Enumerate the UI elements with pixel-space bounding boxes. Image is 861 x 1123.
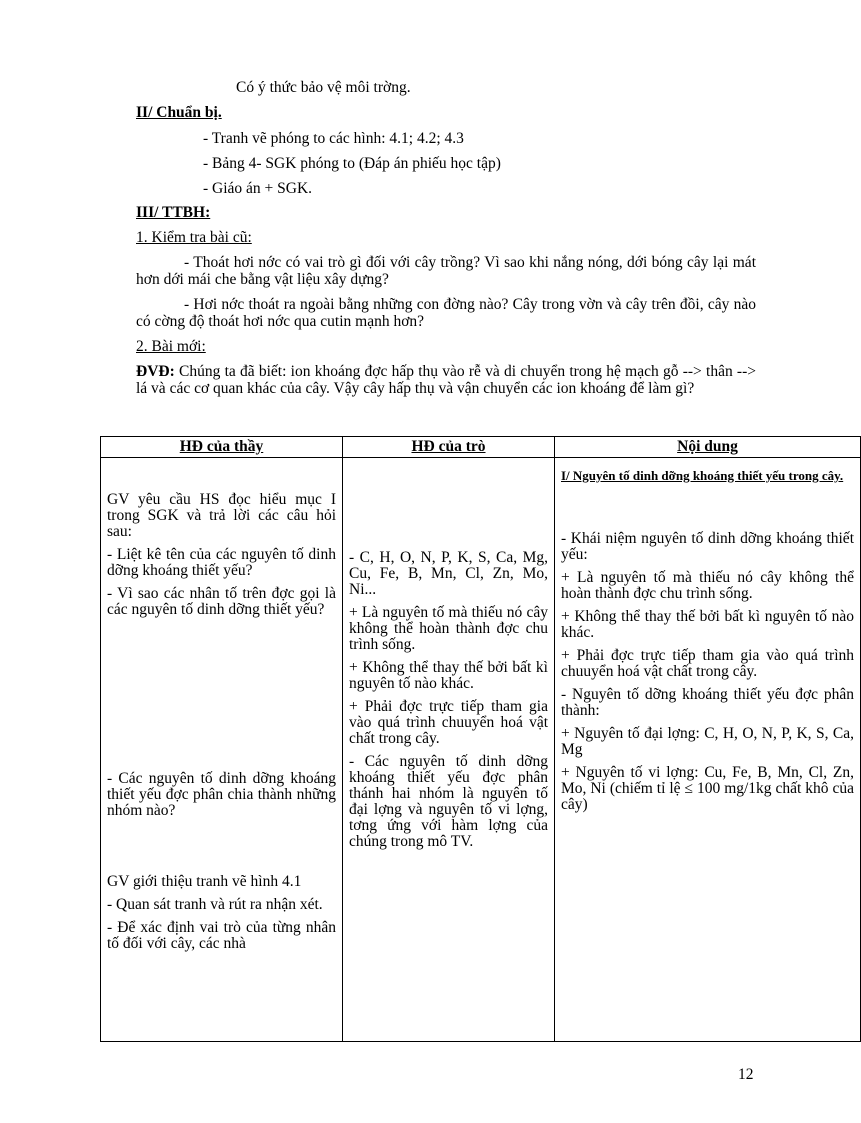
attitude-line: Có ý thức bảo vệ môi trờng.	[236, 79, 411, 96]
header-content: Nội dung	[555, 437, 861, 458]
dvd-text: Chúng ta đã biết: ion khoáng đợc hấp thụ vào rễ và di chuyển trong hệ mạch gỗ --> thân --> lá và các cơ quan khác của cây. Vậy cây hấp thụ và vận chuyển các ion khoáng để làm gì?	[136, 363, 756, 397]
check-heading: 1. Kiểm tra bài cũ:	[136, 229, 252, 246]
page-number: 12	[738, 1066, 754, 1083]
content-item: + Là nguyên tố mà thiếu nó cây không thể hoàn thành đợc chu trình sống.	[561, 569, 854, 602]
teacher-item: - Vì sao các nhân tố trên đợc gọi là các nguyên tố dinh dỡng thiết yếu?	[107, 585, 336, 618]
content-item: - Nguyên tố dỡng khoáng thiết yếu đợc phân thành:	[561, 686, 854, 719]
student-item: + Phải đợc trực tiếp tham gia vào quá trình chuuyển hoá vật chất trong cây.	[349, 698, 548, 747]
table-body-row	[101, 458, 861, 1042]
new-lesson-heading: 2. Bài mới:	[136, 338, 206, 355]
content-column	[555, 458, 861, 1042]
dvd-label: ĐVĐ:	[136, 363, 175, 380]
header-teacher: HĐ của thầy	[101, 437, 343, 458]
content-item: + Nguyên tố vi lợng: Cu, Fe, B, Mn, Cl, Zn, Mo, Ni (chiếm tỉ lệ ≤ 100 mg/1kg chất khô của cây)	[561, 764, 854, 813]
student-item: - C, H, O, N, P, K, S, Ca, Mg, Cu, Fe, B, Mn, Cl, Zn, Mo, Ni...	[349, 549, 548, 598]
ttbh-heading: III/ TTBH:	[136, 204, 211, 221]
teacher-item: - Các nguyên tố dinh dỡng khoáng thiết yếu đợc phân chia thành những nhóm nào?	[107, 770, 336, 819]
header-student: HĐ của trò	[343, 437, 555, 458]
content-section-title: I/ Nguyên tố dinh dỡng khoáng thiết yếu trong cây.	[561, 468, 844, 483]
teacher-item: - Để xác định vai trò của từng nhân tố đối với cây, các nhà	[107, 919, 336, 952]
prep-item: - Giáo án + SGK.	[203, 180, 313, 197]
student-item: + Là nguyên tố mà thiếu nó cây không thể hoàn thành đợc chu trình sống.	[349, 604, 548, 653]
teacher-item: - Liệt kê tên của các nguyên tố dinh dỡng khoáng thiết yếu?	[107, 546, 336, 579]
prep-item: - Tranh vẽ phóng to các hình: 4.1; 4.2; 4.3	[203, 130, 464, 147]
content-item: - Khái niệm nguyên tố dinh dỡng khoáng thiết yếu:	[561, 530, 854, 563]
review-question-1: - Thoát hơi nớc có vai trò gì đối với cây trồng? Vì sao khi nắng nóng, dới bóng cây lại mát hơn dới mái che bằng vật liệu xây dựng?	[136, 254, 756, 288]
table-header-row	[101, 437, 861, 458]
content-item: + Nguyên tố đại lợng: C, H, O, N, P, K, S, Ca, Mg	[561, 725, 854, 758]
teacher-item: GV giới thiệu tranh vẽ hình 4.1	[107, 873, 302, 890]
dvd-paragraph	[136, 363, 756, 397]
content-item: + Không thể thay thế bởi bất kì nguyên tố nào khác.	[561, 608, 854, 641]
review-question-2: - Hơi nớc thoát ra ngoài bằng những con đờng nào? Cây trong vờn và cây trên đồi, cây nào có cờng độ thoát hơi nớc qua cutin mạnh hơn?	[136, 296, 756, 330]
content-item: + Phải đợc trực tiếp tham gia vào quá trình chuuyển hoá vật chất trong cây.	[561, 647, 854, 680]
student-column	[343, 458, 555, 1042]
student-item: + Không thể thay thế bởi bất kì nguyên tố nào khác.	[349, 659, 548, 692]
prep-heading: II/ Chuẩn bị.	[136, 104, 222, 121]
teacher-column	[101, 458, 343, 1042]
teacher-item: GV yêu cầu HS đọc hiểu mục I trong SGK và trả lời các câu hỏi sau:	[107, 491, 336, 540]
prep-item: - Bảng 4- SGK phóng to (Đáp án phiếu học tập)	[203, 155, 501, 172]
lesson-table	[100, 436, 861, 1042]
student-item: - Các nguyên tố dinh dỡng khoáng thiết yếu đợc phân thánh hai nhóm là nguyên tố đại lợng và nguyên tố vi lợng, tơng ứng với hàm lợng của chúng trong mô TV.	[349, 753, 548, 850]
teacher-item: - Quan sát tranh và rút ra nhận xét.	[107, 896, 323, 913]
